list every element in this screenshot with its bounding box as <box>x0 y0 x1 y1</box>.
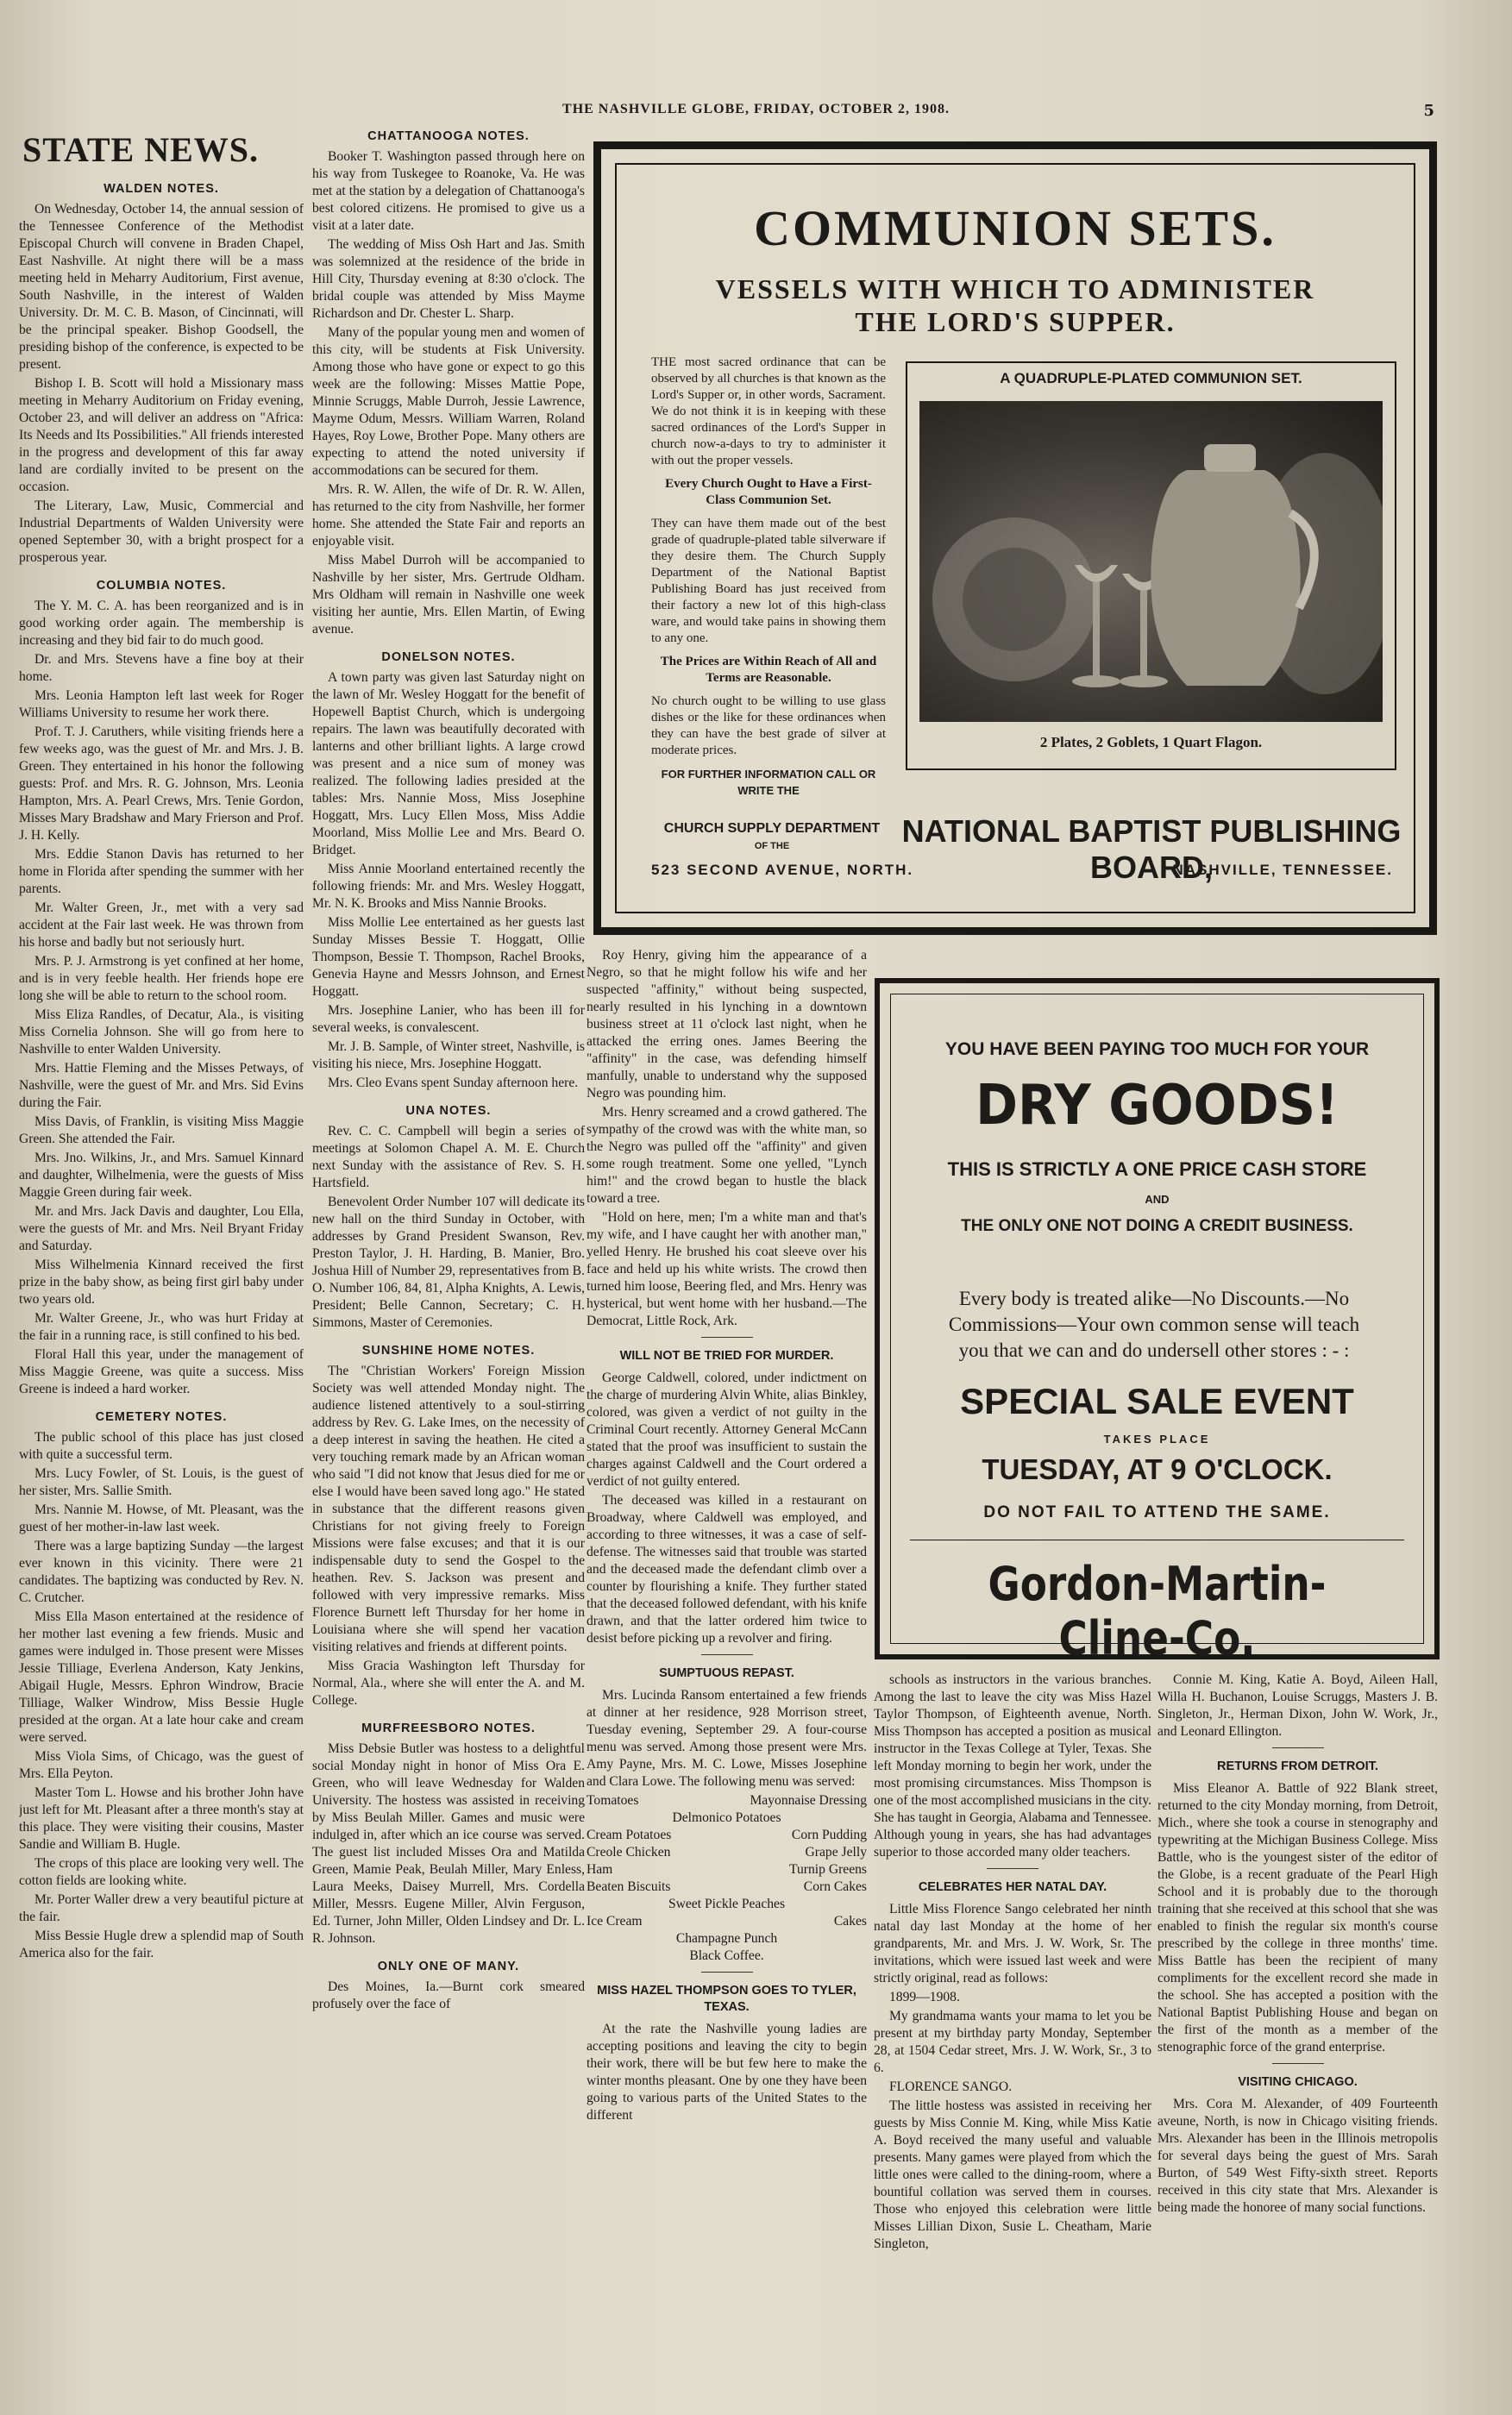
article-paragraph: The little hostess was assisted in receiving her guests by Miss Connie M. King, while Miss Katie A. Boyd received the many useful and valuable presents. Many games were played from which the little ones were called to the dining-room, where a bountiful collation was served them in courses. Those who enjoyed this celebration were little Misses Lillian Dixon, Susie L. Cheatham, Marie Singleton, <box>874 2098 1151 2251</box>
article-paragraph: Des Moines, Ia.—Burnt cork smeared profusely over the face of <box>312 1979 585 2011</box>
communion-dept <box>651 820 893 855</box>
article-paragraph: Mrs. Hattie Fleming and the Misses Petways, of Nashville, were the guest of Mr. and Mrs. Sid Evins during the Fair. <box>19 1061 304 1110</box>
donelson-heading: DONELSON NOTES. <box>381 650 516 664</box>
murfreesboro-body <box>312 1741 585 1948</box>
menu-item <box>587 1930 867 1948</box>
article-paragraph: Miss Eliza Randles, of Decatur, Ala., is visiting Miss Cornelia Johnson. She will go from here to Nashville to enter Walden University. <box>19 1007 304 1057</box>
menu-dish: Cream Potatoes <box>587 1828 672 1842</box>
article-paragraph: Miss Debsie Butler was hostess to a delightful social Monday night in honor of Miss Ora E. Green, who will leave Wednesday for Walden University. The hostess was assisted in receiving by Miss Beulah Miller. Games and music were indulged in, after which an ice course was served. The guest list included Misses Ora and Matilda Green, Mamie Peak, Beulah Miller, Mary Enless, Laura Meeks, Daisey Murrell, Mrs. Cordella Miller, Messrs. Eugene Miller, Alvin Ferguson, Ed. Turner, John Miller, Olden Lindsey and Dr. L. R. Johnson. <box>312 1741 585 1946</box>
article-paragraph: Mrs. Leonia Hampton left last week for Roger Williams University to resume her work there. <box>19 688 304 720</box>
una-body <box>312 1123 585 1332</box>
chattanooga-heading: CHATTANOOGA NOTES. <box>367 129 530 143</box>
divider <box>1272 2063 1324 2064</box>
natal-continued-body <box>1158 1672 1438 1741</box>
article-paragraph: The "Christian Workers' Foreign Mission Society was well attended Monday night. The audience listened attentively to a soul-stirring address by Rev. G. Lake Imes, on the necessity of a deep interest in saving the heathen. He cited a very touching remark made by an African woman who said "I did not know that Jesus died for me or else I would have been saved long ago." He stated in substance that the different reasons given Christians for not giving freely to Foreign Missions were false excuses; and that it is our indispensable duty to send the Gospel to the heathen. Rev. S. Jackson was present and followed with very impressive remarks. Miss Florence Burnett left Thursday for her home in Louisiana where she will spend her vacation visiting relatives and friends at different points. <box>312 1364 585 1654</box>
article-paragraph: Master Tom L. Howse and his brother John have just left for Mt. Pleasant after a three month's stay at this place. They were visiting their cousins, Master Sandie and William B. Hugle. <box>19 1785 304 1852</box>
article-paragraph: Little Miss Florence Sango celebrated her ninth natal day last Monday at the home of her grandparents, Mr. and Mrs. J. W. Work, Sr. The invitations, which were issued last week and were strictly original, read as follows: <box>874 1902 1151 1985</box>
menu-item <box>587 1844 867 1861</box>
menu-dish: Corn Pudding <box>791 1828 867 1842</box>
article-paragraph: Miss Eleanor A. Battle of 922 Blank street, returned to the city Monday morning, from Detroit, Mich., where she took a course in stenography and typewriting at the Michigan Business College. Miss Battle, who is the youngest sister of the editor of the Globe, is a recent graduate of the Pearl High School and it is probably due to the thorough training that she received at this school that she was enabled to finish the regular six month's course prescribed by the college in three months' time. Miss Battle has been the recipient of many compliments for the excellent record she made in the school. She has accepted a position with the National Baptist Publishing House and began on the first of the month as a member of the stenographic force of the grand enterprise. <box>1158 1781 1438 2054</box>
menu-item <box>587 1913 867 1930</box>
detroit-body <box>1158 1780 1438 2056</box>
article-paragraph: Rev. C. C. Campbell will begin a series of meetings at Solomon Chapel A. M. E. Church next Sunday with the assistance of Rev. S. H. Hartsfield. <box>312 1124 585 1190</box>
article-paragraph: Miss Davis, of Franklin, is visiting Miss Maggie Green. She attended the Fair. <box>19 1114 304 1146</box>
article-paragraph: Bishop I. B. Scott will hold a Missionary mass meeting in Meharry Auditorium on Friday evening, October 23, and will deliver an address on "Africa: Its Needs and Its Possibilities." All friends interested in the progress and development of this far away land are cordially invited to be present on the occasion. <box>19 376 304 494</box>
menu-item <box>587 1810 867 1827</box>
communion-street: 523 SECOND AVENUE, NORTH. <box>651 862 914 878</box>
article-paragraph: Miss Annie Moorland entertained recently the following friends: Mr. and Mrs. Wesley Hoggatt, Mr. N. K. Brooks and Miss Nannie Brooks. <box>312 862 585 911</box>
natal-body <box>874 1901 1151 2253</box>
lynching-continued-body <box>587 947 867 1330</box>
menu-item <box>587 1879 867 1896</box>
chattanooga-body <box>312 148 585 638</box>
divider <box>701 1337 753 1338</box>
cemetery-body <box>19 1429 304 1962</box>
article-paragraph: Miss Viola Sims, of Chicago, was the guest of Mrs. Ella Peyton. <box>19 1749 304 1781</box>
article-paragraph: Mrs. Lucy Fowler, of St. Louis, is the guest of her sister, Mrs. Sallie Smith. <box>19 1466 304 1498</box>
article-paragraph: FLORENCE SANGO. <box>889 2079 1013 2094</box>
dry-goods-line-4: AND <box>1145 1193 1170 1206</box>
dry-goods-store-name: Gordon-Martin-Cline-Co. <box>988 1557 1327 1665</box>
article-paragraph: Miss Bessie Hugle drew a splendid map of South America also for the fair. <box>19 1929 304 1960</box>
article-paragraph: Mrs. Josephine Lanier, who has been ill for several weeks, is convalescent. <box>312 1003 585 1035</box>
article-paragraph: The crops of this place are looking very well. The cotton fields are looking white. <box>19 1856 304 1888</box>
divider <box>701 1972 753 1973</box>
menu-dish: Beaten Biscuits <box>587 1879 671 1894</box>
article-paragraph: Mrs. Eddie Stanon Davis has returned to her home in Florida after spending the summer with her parents. <box>19 847 304 896</box>
column-3 <box>587 947 867 2409</box>
only-one-heading: ONLY ONE OF MANY. <box>377 1960 520 1973</box>
article-paragraph: Mr. and Mrs. Jack Davis and daughter, Lou Ella, were the guests of Mr. and Mrs. Neil Bryant Friday and Saturday. <box>19 1204 304 1253</box>
communion-ad-inner <box>615 163 1415 913</box>
article-paragraph: The Y. M. C. A. has been reorganized and is in good working order again. The membership is increasing and they bid fair to do much good. <box>19 599 304 648</box>
article-paragraph: Mrs. Lucinda Ransom entertained a few friends at dinner at her residence, 928 Morrison street, Tuesday evening, September 29. A four-course menu was served. Among those present were Mrs. Amy Payne, Mrs. M. C. Lowe, Misses Josephine and Clara Lowe. The following menu was served: <box>587 1688 867 1789</box>
communion-image-caption: A QUADRUPLE-PLATED COMMUNION SET. <box>1000 370 1302 386</box>
dry-goods-body: Every body is treated alike—No Discounts.—No Commissions—Your own common sense will teach you that we can and do undersell other stores : - : <box>948 1288 1360 1361</box>
dry-goods-sale: SPECIAL SALE EVENT <box>960 1381 1354 1421</box>
menu-item <box>587 1948 867 1965</box>
menu-dish: Corn Cakes <box>803 1879 867 1894</box>
menu-item <box>587 1896 867 1913</box>
divider <box>987 1868 1038 1869</box>
chicago-heading: VISITING CHICAGO. <box>1238 2075 1358 2089</box>
menu-dish: Tomatoes <box>587 1793 639 1808</box>
dry-goods-line-2: DRY GOODS! <box>976 1074 1339 1138</box>
natal-heading: CELEBRATES HER NATAL DAY. <box>918 1880 1107 1894</box>
article-paragraph: George Caldwell, colored, under indictment on the charge of murdering Alvin White, alias Binkley, colored, was given a verdict of not guilty in the Criminal Court recently. Attorney General McCann stated that the proof was insufficient to sustain the charges against Caldwell and the Court ordered a verdict of not guilty entered. <box>587 1371 867 1489</box>
article-paragraph: At the rate the Nashville young ladies are accepting positions and leaving the city to begin their work, there will be but few here to make the winter months pleasant. One by one they have been going to various parts of the United States to the different <box>587 2022 867 2123</box>
article-paragraph: The deceased was killed in a restaurant on Broadway, where Caldwell was employed, and according to three witnesses, it was a case of self-defense. The witnesses said that trouble was started and the deceased made the defendant climb over a counter by flourishing a knife. They further stated that the deceased followed defendant, with his knife drawn, and that the latter ordered him twice to desist before picking up a revolver and firing. <box>587 1493 867 1646</box>
thompson-continued-body <box>874 1672 1151 1861</box>
only-one-body <box>312 1979 585 2013</box>
communion-image-box <box>906 361 1396 770</box>
menu-dish: Black Coffee. <box>689 1948 764 1963</box>
communion-para-2: Every Church Ought to Have a First-Class Communion Set. <box>665 477 872 507</box>
divider <box>701 1654 753 1655</box>
walden-heading: WALDEN NOTES. <box>104 182 219 196</box>
section-title: STATE NEWS. <box>22 130 260 169</box>
menu-dish: Ice Cream <box>587 1914 643 1929</box>
article-paragraph: Mrs. Henry screamed and a crowd gathered. The sympathy of the crowd was with the white man, so the Negro was pulled off the "affinity" and given some rough treatment. Some one yelled, "Lynch him!" and the crowd began to hustle the black toward a tree. <box>587 1105 867 1206</box>
repast-menu <box>587 1792 867 1965</box>
sunshine-body <box>312 1363 585 1709</box>
communion-subtitle-2: THE LORD'S SUPPER. <box>855 306 1176 337</box>
article-paragraph: 1899—1908. <box>889 1990 960 2004</box>
dry-goods-attend: DO NOT FAIL TO ATTEND THE SAME. <box>983 1503 1331 1521</box>
communion-address <box>651 862 1393 879</box>
donelson-body <box>312 669 585 1092</box>
menu-dish: Delmonico Potatoes <box>672 1810 781 1825</box>
communion-subtitle <box>617 273 1414 338</box>
communion-sets-ad <box>593 141 1437 935</box>
menu-dish: Grape Jelly <box>805 1845 867 1860</box>
repast-body <box>587 1687 867 1791</box>
thompson-body <box>587 2021 867 2124</box>
article-paragraph: Mrs. P. J. Armstrong is yet confined at her home, and is in very feeble health. Her friends hope ere long she will be able to return to the school room. <box>19 954 304 1003</box>
una-heading: UNA NOTES. <box>405 1104 492 1118</box>
page-number: 5 <box>1423 102 1434 120</box>
article-paragraph: The public school of this place has just closed with quite a successful term. <box>19 1430 304 1462</box>
menu-dish: Turnip Greens <box>789 1862 867 1877</box>
article-paragraph: The wedding of Miss Osh Hart and Jas. Smith was solemnized at the residence of the bride in Hill City, Thursday evening at 8:30 o'clock. The bridal couple was attended by Miss Mayme Richardson and Dr. Chester L. Sharp. <box>312 237 585 321</box>
communion-dept-name: CHURCH SUPPLY DEPARTMENT <box>663 821 881 836</box>
dry-goods-line-5: THE ONLY ONE NOT DOING A CREDIT BUSINESS. <box>961 1217 1353 1235</box>
walden-body <box>19 201 304 567</box>
article-paragraph: "Hold on here, men; I'm a white man and that's my wife, and I have caught her with another man," yelled Henry. He brushed his coat sleeve over his face and held up his white wrists. The crowd then turned him loose, Beering fled, and Mrs. Henry was hysterical, but went home with her husband.—The Democrat, Little Rock, Ark. <box>587 1210 867 1328</box>
communion-title: COMMUNION SETS. <box>754 200 1277 256</box>
masthead: THE NASHVILLE GLOBE, FRIDAY, OCTOBER 2, 1908. <box>562 102 950 116</box>
dry-goods-line-1: YOU HAVE BEEN PAYING TOO MUCH FOR YOUR <box>944 1039 1370 1059</box>
columbia-body <box>19 598 304 1398</box>
dry-goods-when: TUESDAY, AT 9 O'CLOCK. <box>982 1453 1333 1485</box>
communion-set-photo <box>919 401 1383 722</box>
communion-text <box>651 354 886 799</box>
column-1 <box>19 129 304 2406</box>
communion-city: NASHVILLE, TENNESSEE. <box>1172 862 1393 878</box>
article-paragraph: Mrs. Cleo Evans spent Sunday afternoon here. <box>328 1076 579 1090</box>
communion-publisher: NATIONAL BAPTIST PUBLISHING BOARD, <box>901 813 1402 885</box>
article-paragraph: Miss Mabel Durroh will be accompanied to Nashville by her sister, Mrs. Gertrude Oldham. Mrs Oldham will remain in Nashville one week visiting her auntie, Mrs. Ellen Martin, of Ewing avenue. <box>312 553 585 637</box>
article-paragraph: schools as instructors in the various branches. Among the last to leave the city was Miss Hazel Taylor Thompson, of Eighteenth avenue, North. Miss Thompson has accepted a position as musical instructor in the Texas College at Tyler, Texas. She left Monday morning to begin her work, under the most promising circumstances. Miss Thompson is one of the most accomplished musicians in the city. She has taught in Georgia, Alabama and Tennessee. Although young in years, she has had advantages superior to those accorded many older teachers. <box>874 1672 1151 1860</box>
article-paragraph: Mrs. R. W. Allen, the wife of Dr. R. W. Allen, has returned to the city from Nashville, her former home. She attended the State Fair and reports an enjoyable visit. <box>312 482 585 549</box>
menu-dish: Ham <box>587 1862 613 1877</box>
article-paragraph: Miss Ella Mason entertained at the residence of her mother last evening a few friends. Music and games were indulged in. Those present were Misses Jessie Tilliage, Everlena Anderson, Katy Jenkins, Abigail Hugle, Messrs. Ephron Windrow, Bracie Tilliage, Walker Windrow, Miss Bessie Hugle presided at the organ. At a late hour cake and cream were served. <box>19 1609 304 1745</box>
article-paragraph: Mr. Walter Greene, Jr., who was hurt Friday at the fair in a running race, is still confined to his bed. <box>19 1311 304 1343</box>
murder-body <box>587 1370 867 1647</box>
article-paragraph: A town party was given last Saturday night on the lawn of Mr. Wesley Hoggatt for the benefit of Hopewell Baptist Church, which is undergoing repairs. The lawn was beautifully decorated with lanterns and other brilliant lights. A large crowd was present and a nice sum of money was realized. The following ladies presided at the tables: Mrs. Nannie Moss, Miss Josephine Hoggatt, Mrs. Lucy Ellen Moss, Miss Addie Moorland, Miss Mollie Lee and Mrs. Beard O. Bridget. <box>312 670 585 857</box>
communion-para-1: THE most sacred ordinance that can be observed by all churches is that known as the Lord's Supper or, in other words, Sacrament. We do not think it is in keeping with these sacred ordinances of the Lord's Supper in church now-a-days to try to administer it with out the proper vessels. <box>651 355 886 467</box>
article-paragraph: Mrs. Cora M. Alexander, of 409 Fourteenth aveune, North, is now in Chicago visiting friends. Mrs. Alexander has been in the Illinois metropolis for several days being the guest of Mrs. Sarah Burton, of 549 West Fifty-sixth street. Reports received in this city state that Mrs. Alexander is being made the honoree of many social functions. <box>1158 2097 1438 2215</box>
article-paragraph: Roy Henry, giving him the appearance of a Negro, so that he might follow his wife and her suspected "affinity," without being suspected, nearly resulted in his lynching in a downtown business street at 11 o'clock last night, when he attacked the erring ones. James Beering the "affinity" in the case, was defending himself manfully, unable to understand why the supposed Negro was pounding him. <box>587 948 867 1101</box>
article-paragraph: Floral Hall this year, under the management of Miss Maggie Greene, was quite a success. Miss Greene is indeed a hard worker. <box>19 1347 304 1396</box>
column-2 <box>312 129 585 2406</box>
article-paragraph: Many of the popular young men and women of this city, will be students at Fisk University. Among those who have gone or expect to go this week are the following: Misses Mattie Pope, Minnie Scruggs, Mable Durroh, Jessie Lawrence, Mayme Odum, Messrs. William Warren, Roland Hayes, Roy Lowe, Brother Pope. Many others are expecting to attend the noted university if accommodations can be secured for them. <box>312 325 585 478</box>
dry-goods-ad-inner <box>890 994 1424 1665</box>
article-paragraph: There was a large baptizing Sunday —the largest ever known in this vicinity. There were 21 candidates. The baptizing was conducted by Rev. N. C. Crutcher. <box>19 1539 304 1605</box>
divider <box>1272 1747 1324 1748</box>
article-paragraph: Benevolent Order Number 107 will dedicate its new hall on the third Sunday in October, with addresses by Grand President Swanson, Rev. Preston Taylor, J. H. Harding, B. Manier, Bro. Joshua Hill of Number 29, representatives from B. O. Number 106, 84, 81, Alpha Knights, A. Lewis, President; Belle Cannon, Secretary; C. H. Simmons, Master of Ceremonies. <box>312 1195 585 1330</box>
communion-call: FOR FURTHER INFORMATION CALL OR WRITE THE <box>661 768 876 797</box>
article-paragraph: Mrs. Nannie M. Howse, of Mt. Pleasant, was the guest of her mother-in-law last week. <box>19 1502 304 1534</box>
article-paragraph: Prof. T. J. Caruthers, while visiting friends here a few weeks ago, was the guest of Mr. and Mrs. J. B. Green. They entertained in his honor the following guests: Prof. and Mrs. R. G. Johnson, Mrs. Leonia Hampton, Mrs. A. Pearl Crews, Mrs. Tenie Gordon, Misses Mary Bradshaw and Mary Frierson and Prof. J. H. Kelly. <box>19 724 304 843</box>
communion-subtitle-1: VESSELS WITH WHICH TO ADMINISTER <box>715 273 1315 304</box>
communion-para-3: They can have them made out of the best grade of quadruple-plated table silverware if they desire them. The Church Supply Department of the National Baptist Publishing Board has just received from their factory a new lot of this high-class ware, and would take pains in showing them to any one. <box>651 517 886 645</box>
communion-para-4: The Prices are Within Reach of All and Terms are Reasonable. <box>660 655 877 685</box>
communion-of-the: OF THE <box>754 841 790 851</box>
article-paragraph: Dr. and Mrs. Stevens have a fine boy at their home. <box>19 652 304 684</box>
menu-item <box>587 1792 867 1810</box>
article-paragraph: Miss Mollie Lee entertained as her guests last Sunday Misses Bessie T. Hoggatt, Ollie Thompson, Bessie T. Thompson, Rachel Brooks, Genevia Hayne and Messrs Johnson, and Ernest Hoggatt. <box>312 915 585 999</box>
article-paragraph: Mr. J. B. Sample, of Winter street, Nashville, is visiting his niece, Mrs. Josephine Hoggatt. <box>312 1039 585 1071</box>
article-paragraph: Mr. Walter Green, Jr., met with a very sad accident at the Fair last week. He was thrown from his horse and badly but not seriously hurt. <box>19 900 304 950</box>
article-paragraph: Booker T. Washington passed through here on his way from Tuskegee to Roanoke, Va. He was met at the station by a delegation of Chattanooga's best colored citizens. He promised to give us a visit at a later date. <box>312 149 585 233</box>
dry-goods-takes-place: TAKES PLACE <box>1103 1433 1211 1446</box>
dry-goods-ad <box>875 978 1440 1665</box>
menu-dish: Champagne Punch <box>675 1931 778 1946</box>
dry-goods-line-3: THIS IS STRICTLY A ONE PRICE CASH STORE <box>947 1158 1367 1180</box>
repast-heading: SUMPTUOUS REPAST. <box>659 1666 794 1680</box>
detroit-heading: RETURNS FROM DETROIT. <box>1217 1760 1378 1773</box>
menu-item <box>587 1827 867 1844</box>
article-paragraph: The Literary, Law, Music, Commercial and Industrial Departments of Walden University were opened September 30, with a bright prospect for a prosperous year. <box>19 499 304 565</box>
column-5 <box>1158 1672 1438 2409</box>
menu-dish: Creole Chicken <box>587 1845 671 1860</box>
article-paragraph: My grandmama wants your mama to let you be present at my birthday party Monday, September 28, at 1504 Cedar street, Mrs. J. W. Work, Sr., 3 to 6. <box>874 2009 1151 2075</box>
article-paragraph: Mrs. Jno. Wilkins, Jr., and Mrs. Samuel Kinnard and daughter, Wilhelmenia, were the guests of Miss Maggie Green during fair week. <box>19 1151 304 1200</box>
columbia-heading: COLUMBIA NOTES. <box>96 579 227 593</box>
communion-vessels-illustration <box>919 401 1383 722</box>
cemetery-heading: CEMETERY NOTES. <box>95 1410 228 1424</box>
menu-dish: Cakes <box>833 1914 867 1929</box>
article-paragraph: On Wednesday, October 14, the annual session of the Tennessee Conference of the Methodist Episcopal Church will convene in Braden Chapel, East Nashville. At night there will be a mass meeting held in Meharry Auditorium, First avenue, South Nashville, in the interest of Walden University. Dr. M. C. B. Mason, of Cincinnati, will be the principal speaker. Bishop Goodsell, the presiding bishop of the conference, is expected to be present. <box>19 202 304 372</box>
column-4 <box>874 1672 1151 2409</box>
murfreesboro-heading: MURFREESBORO NOTES. <box>361 1722 536 1735</box>
article-paragraph: Mr. Porter Waller drew a very beautiful picture at the fair. <box>19 1892 304 1924</box>
article-paragraph: Miss Gracia Washington left Thursday for Normal, Ala., where she will enter the A. and M. College. <box>312 1659 585 1708</box>
murder-heading: WILL NOT BE TRIED FOR MURDER. <box>619 1349 834 1363</box>
communion-image-bottom: 2 Plates, 2 Goblets, 1 Quart Flagon. <box>1039 734 1263 750</box>
thompson-heading: MISS HAZEL THOMPSON GOES TO TYLER, TEXAS. <box>597 1984 856 2014</box>
menu-dish: Mayonnaise Dressing <box>750 1793 867 1808</box>
sunshine-heading: SUNSHINE HOME NOTES. <box>361 1344 536 1358</box>
menu-item <box>587 1861 867 1879</box>
article-paragraph: Miss Wilhelmenia Kinnard received the first prize in the baby show, as being first girl baby under two years old. <box>19 1258 304 1307</box>
communion-para-5: No church ought to be willing to use glass dishes or the like for these ordinances when they can have the best grade of silver at moderate prices. <box>651 694 886 757</box>
menu-dish: Sweet Pickle Peaches <box>668 1897 786 1911</box>
chicago-body <box>1158 2096 1438 2217</box>
article-paragraph: Connie M. King, Katie A. Boyd, Aileen Hall, Willa H. Buchanon, Louise Scruggs, Masters J. B. Singleton, Jr., Herman Dixon, John W. Work, Jr., and Leonard Ellington. <box>1158 1672 1438 1739</box>
